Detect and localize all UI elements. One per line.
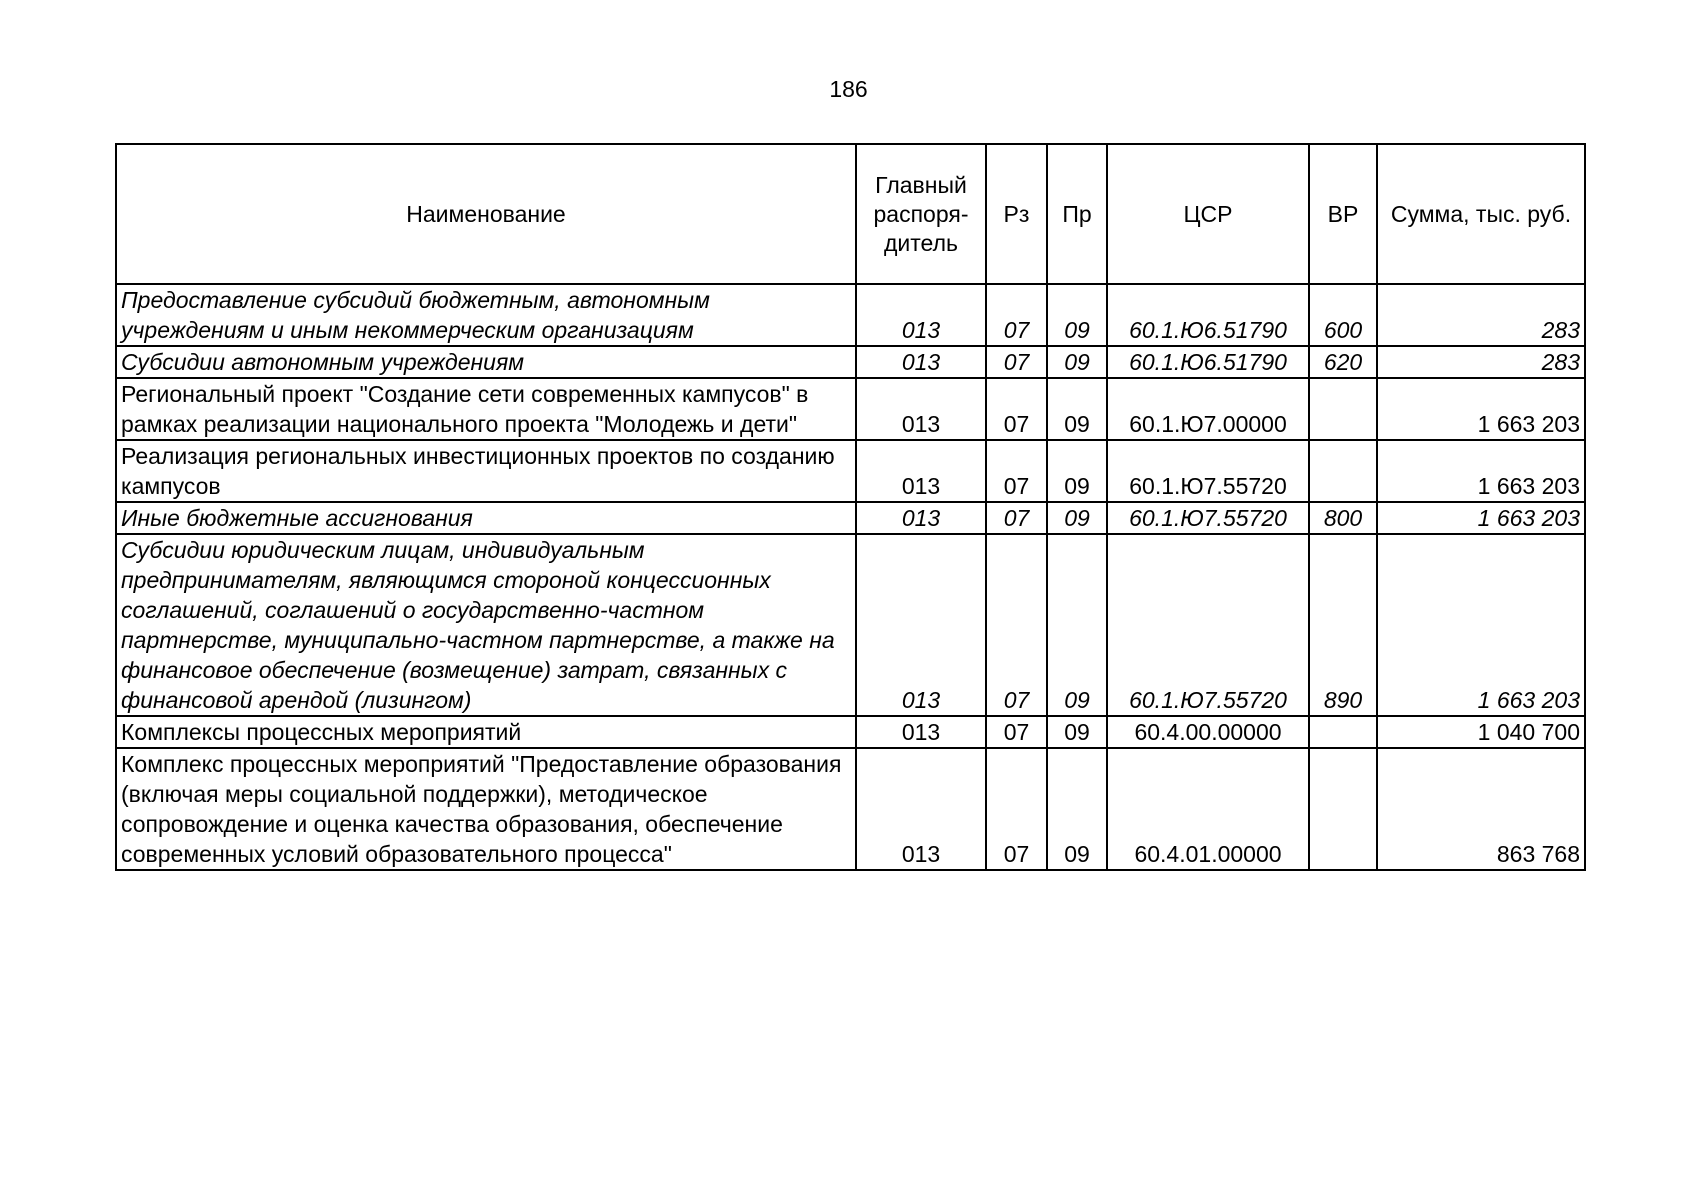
cell-manager: 013 <box>856 534 986 716</box>
cell-sum: 863 768 <box>1377 748 1585 870</box>
cell-vr: 800 <box>1309 502 1377 534</box>
cell-csr: 60.1.Ю7.55720 <box>1107 502 1309 534</box>
cell-sum: 1 663 203 <box>1377 534 1585 716</box>
cell-manager: 013 <box>856 346 986 378</box>
header-csr: ЦСР <box>1107 144 1309 284</box>
cell-vr <box>1309 378 1377 440</box>
cell-manager: 013 <box>856 284 986 346</box>
cell-csr: 60.1.Ю7.55720 <box>1107 440 1309 502</box>
cell-vr: 620 <box>1309 346 1377 378</box>
cell-pr: 09 <box>1047 502 1107 534</box>
cell-manager: 013 <box>856 440 986 502</box>
table-row <box>116 284 1585 346</box>
table-row <box>116 716 1585 748</box>
cell-name: Иные бюджетные ассигнования <box>116 502 856 534</box>
cell-name: Комплексы процессных мероприятий <box>116 716 856 748</box>
cell-vr: 600 <box>1309 284 1377 346</box>
cell-name: Реализация региональных инвестиционных проектов по созданию кампусов <box>116 440 856 502</box>
cell-sum: 1 663 203 <box>1377 440 1585 502</box>
table-row <box>116 534 1585 716</box>
cell-rz: 07 <box>986 440 1047 502</box>
cell-csr: 60.4.00.00000 <box>1107 716 1309 748</box>
cell-name: Субсидии автономным учреждениям <box>116 346 856 378</box>
cell-manager: 013 <box>856 716 986 748</box>
cell-vr <box>1309 440 1377 502</box>
header-rz: Рз <box>986 144 1047 284</box>
cell-csr: 60.1.Ю7.55720 <box>1107 534 1309 716</box>
cell-rz: 07 <box>986 284 1047 346</box>
cell-sum: 1 040 700 <box>1377 716 1585 748</box>
table-row <box>116 346 1585 378</box>
cell-rz: 07 <box>986 378 1047 440</box>
cell-rz: 07 <box>986 346 1047 378</box>
cell-sum: 283 <box>1377 346 1585 378</box>
cell-csr: 60.1.Ю6.51790 <box>1107 346 1309 378</box>
cell-rz: 07 <box>986 502 1047 534</box>
table-row <box>116 502 1585 534</box>
page-number: 186 <box>829 76 868 102</box>
cell-pr: 09 <box>1047 378 1107 440</box>
cell-name: Комплекс процессных мероприятий "Предоставление образования (включая меры социальной поддержки), методическое сопровождение и оценка качества образования, обеспечение современных условий образовательного процесса" <box>116 748 856 870</box>
table-row <box>116 440 1585 502</box>
cell-name: Предоставление субсидий бюджетным, автономным учреждениям и иным некоммерческим организациям <box>116 284 856 346</box>
cell-vr <box>1309 716 1377 748</box>
cell-vr: 890 <box>1309 534 1377 716</box>
cell-rz: 07 <box>986 534 1047 716</box>
cell-pr: 09 <box>1047 534 1107 716</box>
cell-csr: 60.1.Ю6.51790 <box>1107 284 1309 346</box>
header-manager: Главный распоря-дитель <box>856 144 986 284</box>
header-row <box>116 144 1585 284</box>
cell-pr: 09 <box>1047 716 1107 748</box>
cell-manager: 013 <box>856 748 986 870</box>
header-name: Наименование <box>116 144 856 284</box>
cell-sum: 1 663 203 <box>1377 378 1585 440</box>
cell-pr: 09 <box>1047 748 1107 870</box>
cell-sum: 1 663 203 <box>1377 502 1585 534</box>
table-row <box>116 748 1585 870</box>
cell-rz: 07 <box>986 716 1047 748</box>
cell-manager: 013 <box>856 502 986 534</box>
cell-name: Субсидии юридическим лицам, индивидуальным предпринимателям, являющимся стороной концессионных соглашений, соглашений о государственно-частном партнерстве, муниципально-частном партнерстве, а также на финансовое обеспечение (возмещение) затрат, связанных с финансовой арендой (лизингом) <box>116 534 856 716</box>
cell-pr: 09 <box>1047 346 1107 378</box>
header-sum: Сумма, тыс. руб. <box>1377 144 1585 284</box>
cell-name: Региональный проект "Создание сети современных кампусов" в рамках реализации национального проекта "Молодежь и дети" <box>116 378 856 440</box>
cell-csr: 60.1.Ю7.00000 <box>1107 378 1309 440</box>
cell-csr: 60.4.01.00000 <box>1107 748 1309 870</box>
header-pr: Пр <box>1047 144 1107 284</box>
cell-vr <box>1309 748 1377 870</box>
budget-table <box>115 143 1586 871</box>
table-header <box>116 144 1585 284</box>
cell-manager: 013 <box>856 378 986 440</box>
table-row <box>116 378 1585 440</box>
header-vr: ВР <box>1309 144 1377 284</box>
cell-pr: 09 <box>1047 284 1107 346</box>
cell-sum: 283 <box>1377 284 1585 346</box>
table-body <box>116 284 1585 870</box>
cell-pr: 09 <box>1047 440 1107 502</box>
cell-rz: 07 <box>986 748 1047 870</box>
